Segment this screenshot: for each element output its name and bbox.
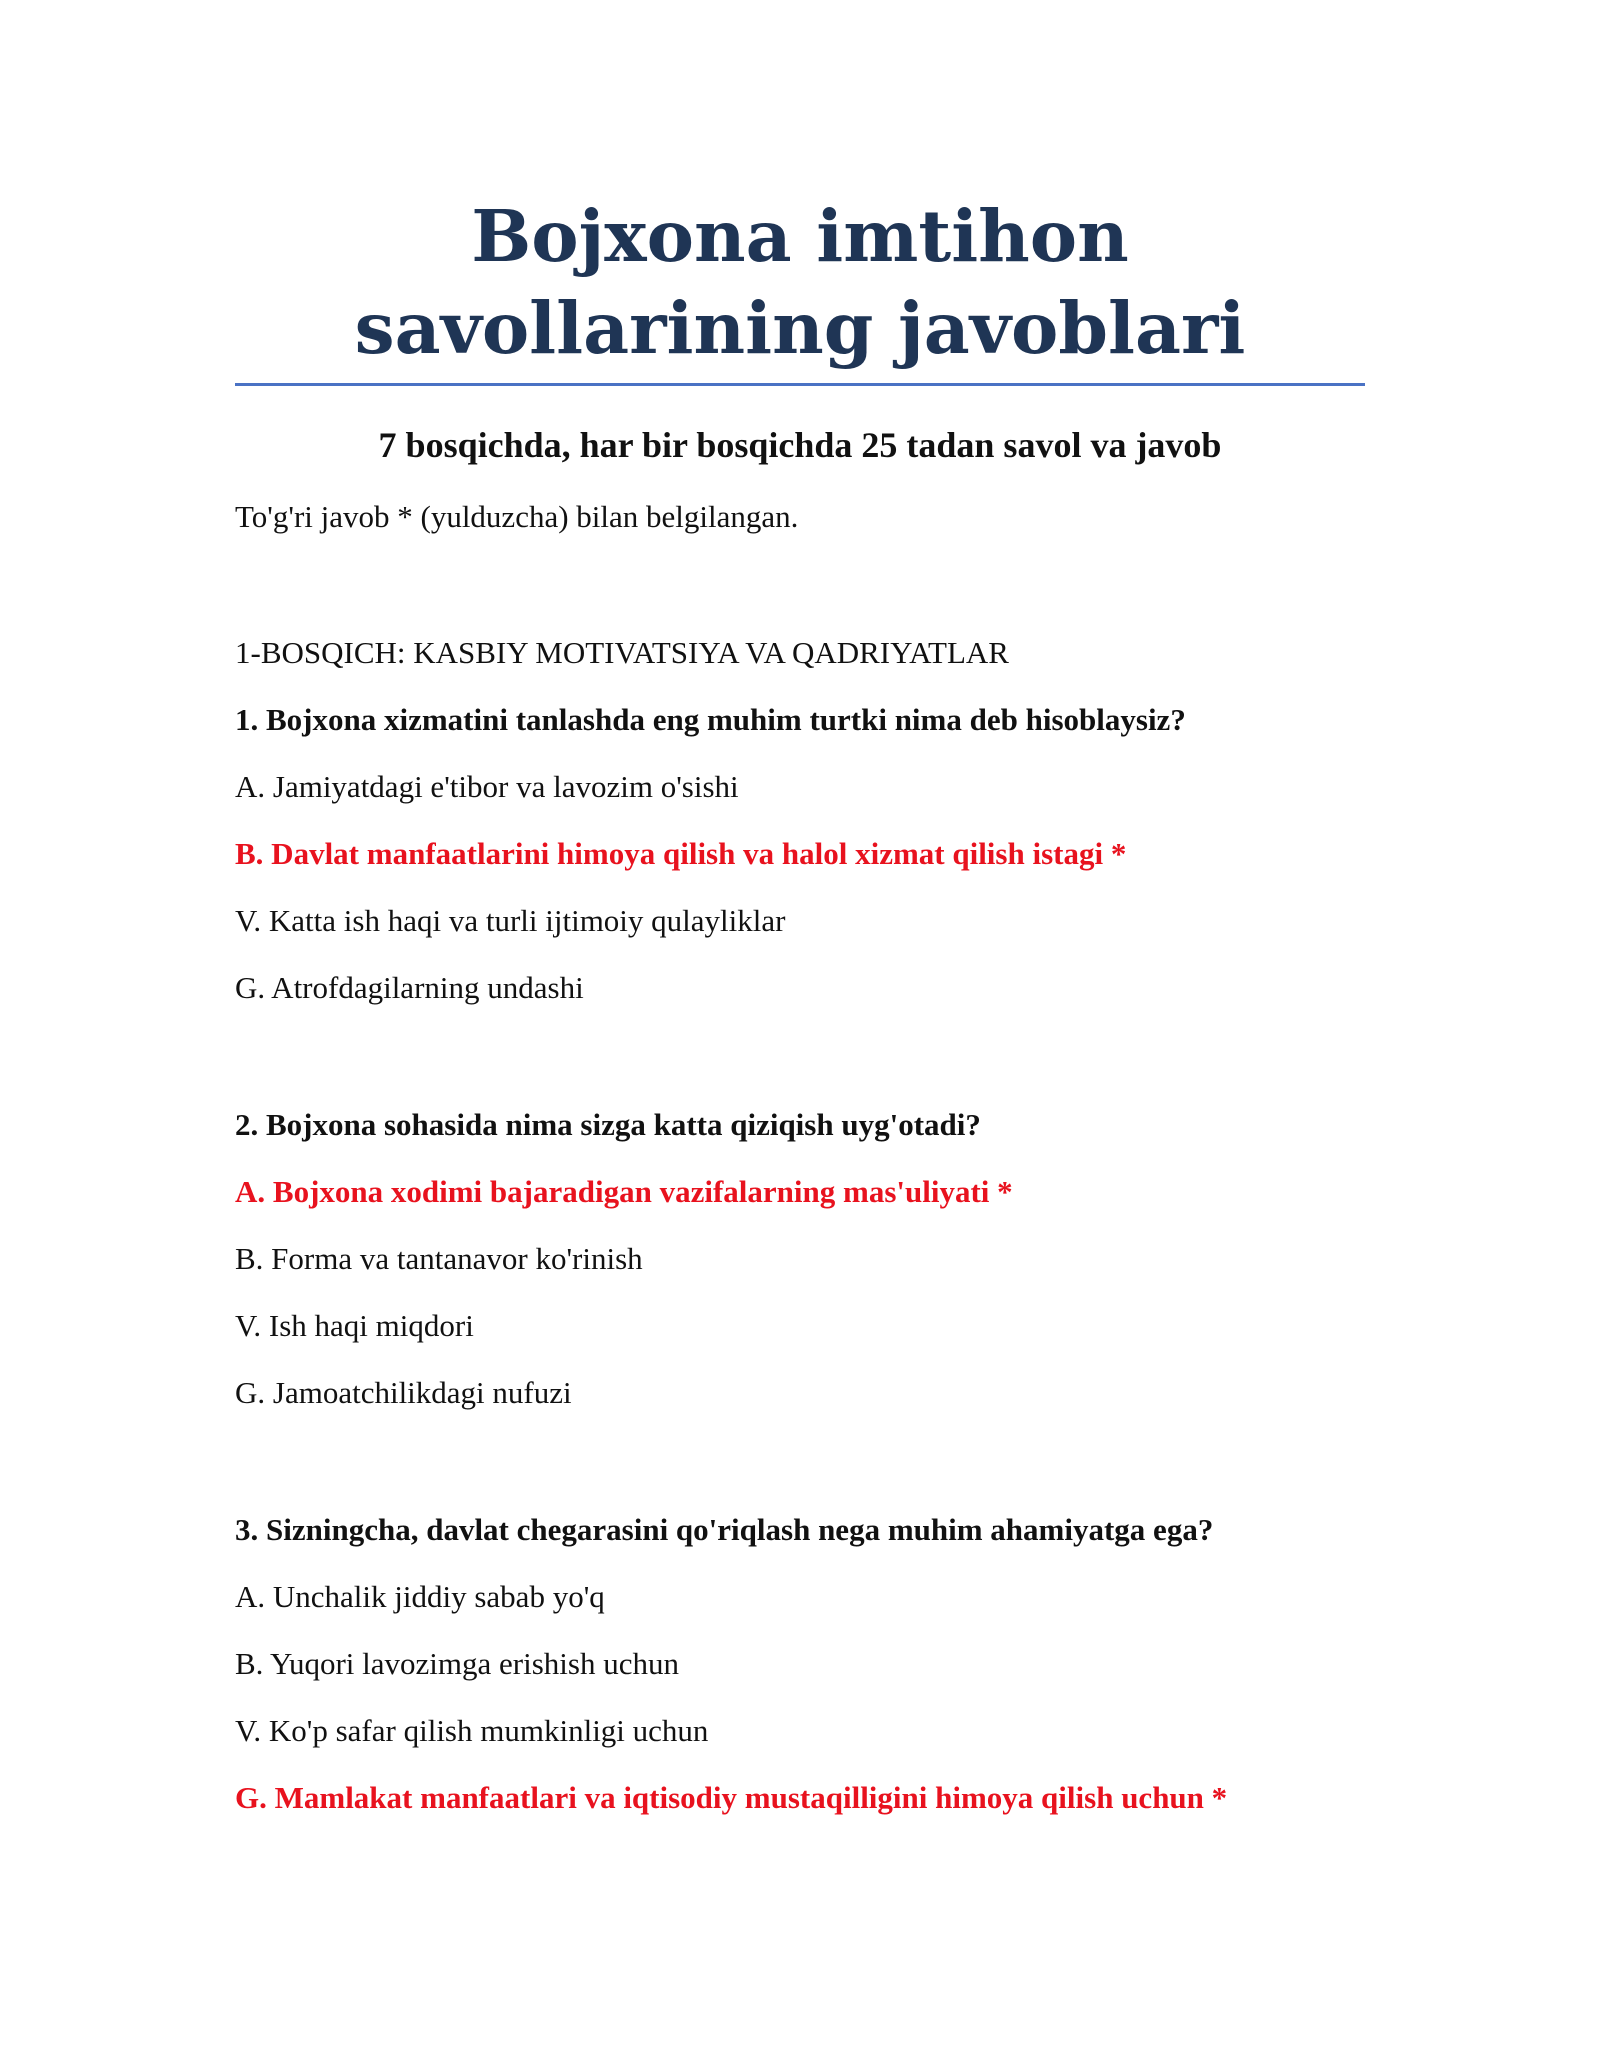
question-1: 1. Bojxona xizmatini tanlashda eng muhim turtki nima deb hisoblaysiz? [235,702,1186,737]
option-1g: G. Atrofdagilarning undashi [235,970,584,1005]
option-2v: V. Ish haqi miqdori [235,1308,474,1343]
option-3v: V. Ko'p safar qilish mumkinligi uchun [235,1713,709,1748]
option-3a: A. Unchalik jiddiy sabab yo'q [235,1579,605,1614]
option-3g-correct: G. Mamlakat manfaatlari va iqtisodiy mustaqilligini himoya qilish uchun * [235,1780,1228,1815]
option-2b: B. Forma va tantanavor ko'rinish [235,1241,643,1276]
option-2a-correct: A. Bojxona xodimi bajaradigan vazifalarning mas'uliyati * [235,1174,1013,1209]
option-1a: A. Jamiyatdagi e'tibor va lavozim o'sishi [235,769,739,804]
option-1v: V. Katta ish haqi va turli ijtimoiy qulayliklar [235,903,786,938]
section-heading: 1-BOSQICH: KASBIY MOTIVATSIYA VA QADRIYATLAR [235,635,1009,670]
title-divider [235,383,1365,386]
answer-key-note: To'g'ri javob * (yulduzcha) bilan belgilangan. [235,499,799,534]
document-title: Bojxona imtihon savollarining javoblari [354,194,1246,370]
question-3: 3. Sizningcha, davlat chegarasini qo'riqlash nega muhim ahamiyatga ega? [235,1512,1214,1547]
option-2g: G. Jamoatchilikdagi nufuzi [235,1375,572,1410]
document-subtitle: 7 bosqichda, har bir bosqichda 25 tadan savol va javob [378,425,1222,465]
question-2: 2. Bojxona sohasida nima sizga katta qiziqish uyg'otadi? [235,1107,981,1142]
option-1b-correct: B. Davlat manfaatlarini himoya qilish va halol xizmat qilish istagi * [235,836,1127,871]
option-3b: B. Yuqori lavozimga erishish uchun [235,1646,679,1681]
